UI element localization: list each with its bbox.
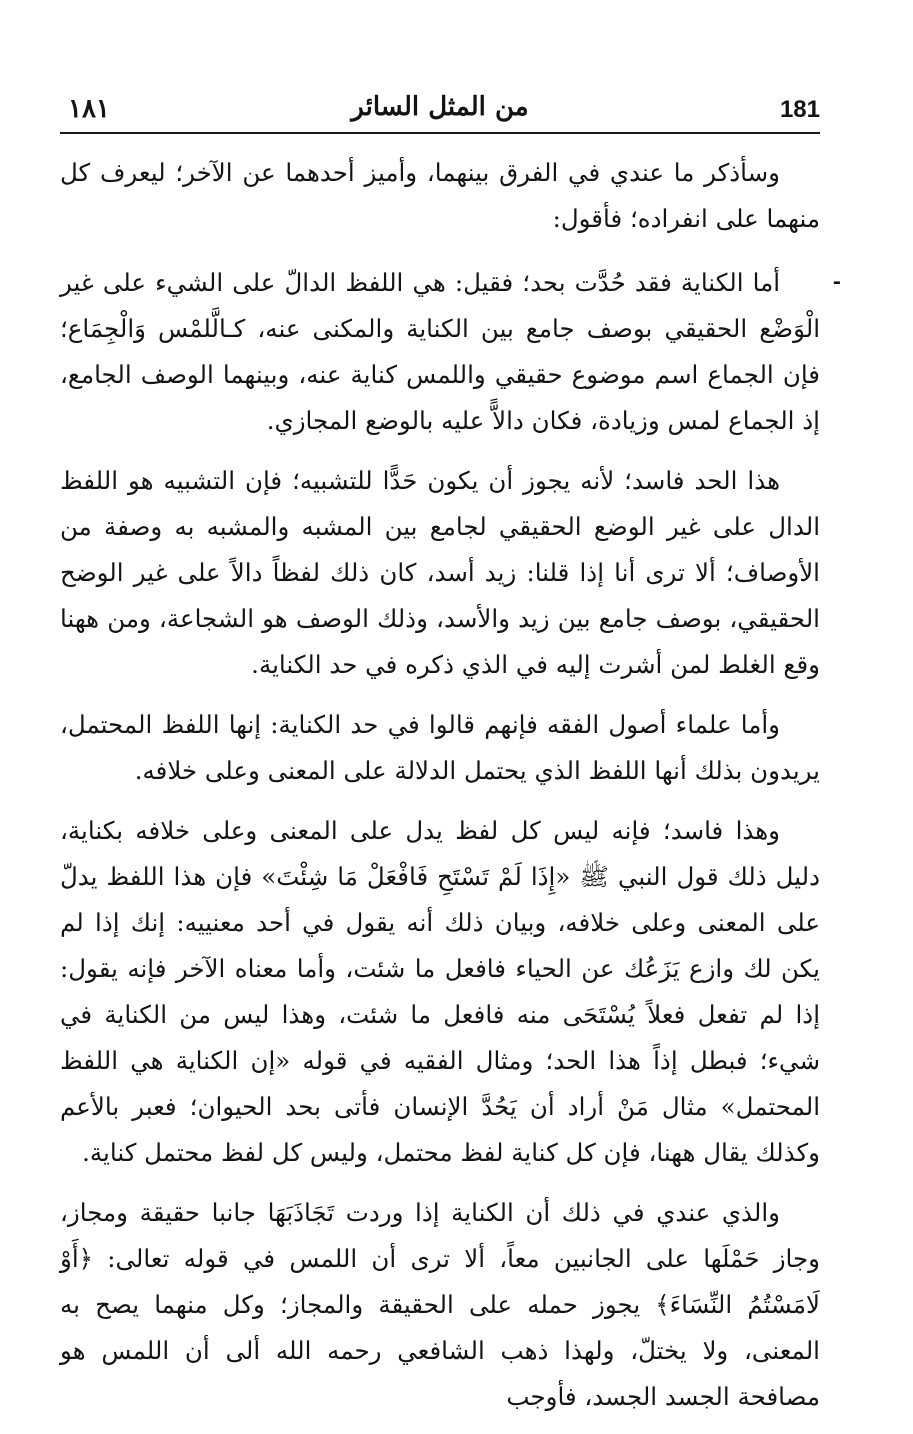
- paragraph-definition-critique: هذا الحد فاسد؛ لأنه يجوز أن يكون حَدًّا للتشبيه؛ فإن التشبيه هو اللفظ الدال على غير الوضع الحقيقي لجامع بين المشبه والمشبه به وصفة من الأوصاف؛ ألا ترى أنا إذا قلنا: زيد أسد، كان ذلك لفظاً دالاً على غير الوضح الحقيقي، بوصف جامع بين زيد والأسد، وذلك الوصف هو الشجاعة، ومن ههنا وقع الغلط لمن أشرت إليه في الذي ذكره في حد الكناية.: [60, 466, 820, 679]
- margin-mark: -: [832, 269, 841, 293]
- paragraph-intro: وسأذكر ما عندي في الفرق بينهما، وأميز أحدهما عن الآخر؛ ليعرف كل منهما على انفراده؛ فأقول:: [60, 158, 820, 233]
- paragraph-author-view: والذي عندي في ذلك أن الكناية إذا وردت تَجَاذَبَهَا جانبا حقيقة ومجاز، وجاز حَمْلَها على الجانبين معاً، ألا ترى أن اللمس في قوله تعالى: ﴿أَوْ لَامَسْتُمُ النِّسَاءَ﴾ يجوز حمله على الحقيقة والمجاز؛ وكل منهما يصح به المعنى، ولا يختلّ، ولهذا ذهب الشافعي رحمه الله ألى أن اللمس هو مصافحة الجسد الجسد، فأوجب: [60, 1198, 820, 1411]
- running-title: من المثل السائر: [351, 92, 529, 122]
- page-number-arabic: ١٨١: [68, 94, 110, 124]
- page-body: [60, 150, 820, 1434]
- paragraph-usul-critique: وهذا فاسد؛ فإنه ليس كل لفظ يدل على المعنى وعلى خلافه بكناية، دليل ذلك قول النبي ﷺ «إِذَا لَمْ تَسْتَحِ فَافْعَلْ مَا شِئْتَ» فإن هذا اللفظ يدلّ على المعنى وعلى خلافه، وبيان ذلك أنه يقول في أحد معنييه: إنك إذا لم يكن لك وازع يَزَعُك عن الحياء فافعل ما شئت، وأما معناه الآخر فإنه يقول: إذا لم تفعل فعلاً يُسْتَحَى منه فافعل ما شئت، وهذا ليس من الكناية في شيء؛ فبطل إذاً هذا الحد؛ ومثال الفقيه في قوله «إن الكناية هي اللفظ المحتمل» مثال مَنْ أراد أن يَحُدَّ الإنسان فأتى بحد الحيوان؛ فعبر بالأعم وكذلك يقال ههنا، فإن كل كناية لفظ محتمل، وليس كل لفظ محتمل كناية.: [60, 816, 820, 1167]
- paragraph-usul-definition: وأما علماء أصول الفقه فإنهم قالوا في حد الكناية: إنها اللفظ المحتمل، يريدون بذلك أنها اللفظ الذي يحتمل الدلالة على المعنى وعلى خلافه.: [60, 710, 820, 785]
- paragraph-kinaya-definition: أما الكناية فقد حُدَّت بحد؛ فقيل: هي اللفظ الدالّ على الشيء على غير الْوَضْع الحقيقي بوصف جامع بين الكناية والمكنى عنه، كـالَّلمْس وَالْجِمَاع؛ فإن الجماع اسم موضوع حقيقي واللمس كناية عنه، وبينهما الوصف الجامع، إذ الجماع لمس وزيادة، فكان دالاًّ عليه بالوضع المجازي.: [60, 268, 820, 435]
- page-number-latin: 181: [779, 96, 820, 123]
- page-header: [60, 90, 820, 134]
